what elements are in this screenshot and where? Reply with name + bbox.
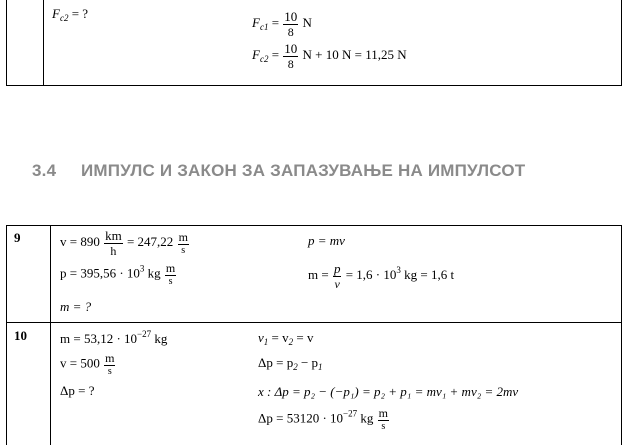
top-table-bottom-border [6, 85, 622, 86]
problem-9-number: 9 [14, 230, 21, 245]
problem-10-result: $\Delta p = 53120 \cdot 10^{-27}$ kg $\frac{m}{s}$ [258, 406, 388, 432]
table-right-border [621, 225, 622, 445]
problem-10-velocity-given: v = 500 $\frac{m}{s}$ [60, 351, 115, 377]
problem-10-mass-given: $m = 53,12 \cdot 10^{-27}$ kg [60, 329, 168, 346]
problem-9-mass-given: m = ? [60, 299, 92, 314]
problem-10-momentum-given: Δp = ? [60, 383, 95, 398]
table-top-border [6, 225, 622, 226]
given-fc2: $F_{c2}$ = ? [52, 6, 89, 23]
problem-10-number: 10 [14, 328, 27, 343]
problem-9-mass-result: m = $\frac{p}{v}$ = $1,6 \cdot 10^3$ kg = 1,6 t [308, 261, 455, 291]
problem-9-momentum: $p = 395,56 \cdot 10^3$ kg $\frac{m}{s}$ [60, 261, 176, 287]
table-column-divider [50, 225, 51, 445]
top-table-divider [43, 0, 44, 86]
section-title: ИМПУЛС И ЗАКОН ЗА ЗАПАЗУВАЊЕ НА ИМПУЛСОТ [81, 161, 526, 180]
problem-9-velocity: v = 890 $\frac{km}{h}$ = 247,22 $\frac{m}{s}$ [60, 228, 188, 258]
section-number: 3.4 [32, 161, 57, 180]
problem-10-momentum-change: $\Delta p = p_2 - p_1$ [258, 355, 323, 372]
top-table-right-border [621, 0, 622, 86]
problem-10-x-projection: x : Δp = p₂ − (−p₁) = p₂ + p₁ = mv₁ + mv₂ = 2mv [258, 384, 519, 399]
table-row-divider [6, 322, 622, 323]
table-left-border [6, 225, 7, 445]
problem-10-velocity-equality: $v_1 = v_2 = v$ [258, 330, 314, 347]
equation-fc2: $F_{c2}$ = $\frac{10}{8}$ N + 10 N = 11,25 N [252, 41, 407, 71]
top-table-left-border [6, 0, 7, 86]
problem-9-formula: p = mv [308, 233, 345, 248]
equation-fc1: $F_{c1}$ = $\frac{10}{8}$ N [252, 9, 312, 39]
